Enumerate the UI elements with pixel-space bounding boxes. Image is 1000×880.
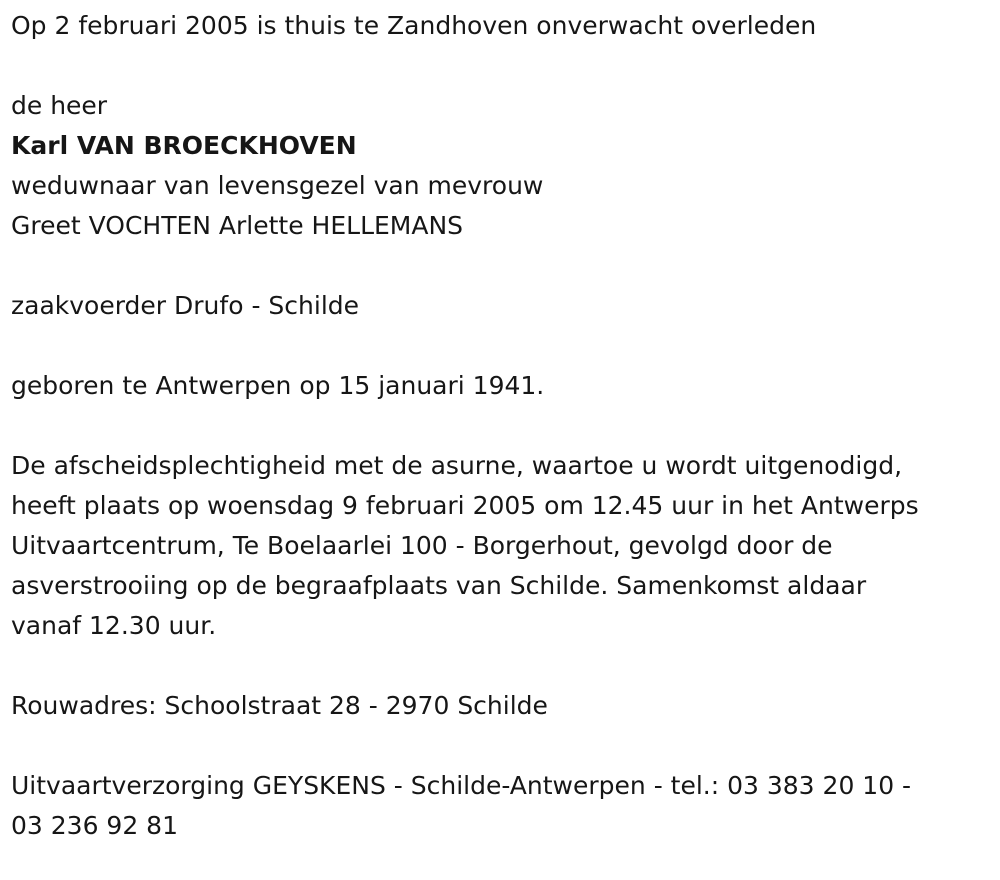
undertaker-line: 03 236 92 81 <box>11 811 178 840</box>
relation-line: weduwnaar van levensgezel van mevrouw <box>11 171 544 200</box>
opening-line: Op 2 februari 2005 is thuis te Zandhoven onverwacht overleden <box>11 11 817 40</box>
ceremony-paragraph <box>11 446 991 646</box>
deceased-name: Karl VAN BROECKHOVEN <box>11 131 357 160</box>
undertaker-line: Uitvaartverzorging GEYSKENS - Schilde-Antwerpen - tel.: 03 383 20 10 - <box>11 771 912 800</box>
honorific: de heer <box>11 91 108 120</box>
spacer <box>11 46 991 86</box>
death-notice <box>11 6 991 846</box>
ceremony-line: vanaf 12.30 uur. <box>11 611 217 640</box>
spacer <box>11 246 991 286</box>
ceremony-line: Uitvaartcentrum, Te Boelaarlei 100 - Borgerhout, gevolgd door de <box>11 531 833 560</box>
birth-line: geboren te Antwerpen op 15 januari 1941. <box>11 371 545 400</box>
undertaker-paragraph <box>11 766 991 846</box>
ceremony-line: De afscheidsplechtigheid met de asurne, waartoe u wordt uitgenodigd, <box>11 451 903 480</box>
mourning-address: Rouwadres: Schoolstraat 28 - 2970 Schilde <box>11 691 548 720</box>
partners-line: Greet VOCHTEN Arlette HELLEMANS <box>11 211 464 240</box>
spacer <box>11 326 991 366</box>
spacer <box>11 646 991 686</box>
spacer <box>11 406 991 446</box>
occupation-line: zaakvoerder Drufo - Schilde <box>11 291 360 320</box>
ceremony-line: asverstrooiing op de begraafplaats van Schilde. Samenkomst aldaar <box>11 571 867 600</box>
spacer <box>11 726 991 766</box>
ceremony-line: heeft plaats op woensdag 9 februari 2005 om 12.45 uur in het Antwerps <box>11 491 919 520</box>
